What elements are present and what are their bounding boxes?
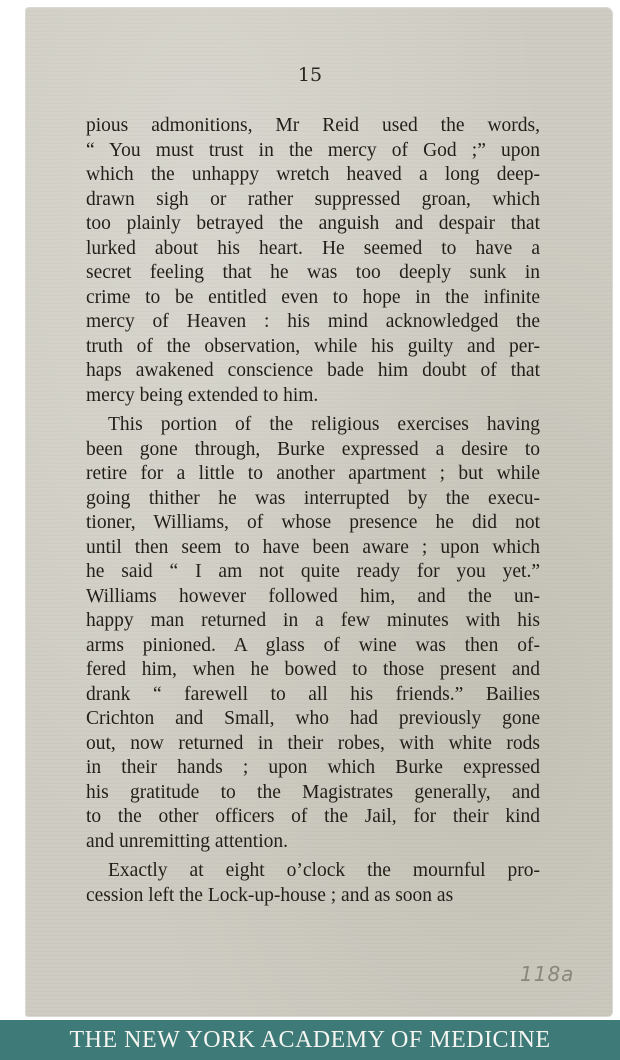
text-line: in their hands ; upon which Burke expressed [86,757,540,778]
text-line: arms pinioned. A glass of wine was then of- [86,634,540,656]
text-line: haps awakened conscience bade him doubt of that [86,360,540,381]
text-line: too plainly betrayed the anguish and despair that [86,213,540,234]
text-line: retire for a little to another apartment ; but while [86,463,540,484]
text-line: “ You must trust in the mercy of God ;” upon [86,139,540,161]
text-line: Crichton and Small, who had previously gone [86,708,540,729]
text-line: Exactly at eight o’clock the mournful pro- [108,860,540,881]
page-number: 15 [297,64,323,86]
text-line: drawn sigh or rather suppressed groan, which [86,188,540,210]
text-line: he said “ I am not quite ready for you yet.” [86,561,540,582]
text-line: which the unhappy wretch heaved a long deep- [86,164,540,185]
paragraphs [86,114,540,908]
text-line: This portion of the religious exercises having [108,414,540,435]
text-line: until then seem to have been aware ; upon which [86,536,540,558]
paragraph [86,114,540,408]
text-line: lurked about his heart. He seemed to have a [86,237,540,259]
handwritten-note: 118a [520,962,575,986]
text-line: his gratitude to the Magistrates generally, and [86,781,540,803]
text-line: pious admonitions, Mr Reid used the words, [86,115,540,136]
text-line: secret feeling that he was too deeply sunk in [86,262,540,283]
text-line: happy man returned in a few minutes with his [86,610,540,631]
text-line: going thither he was interrupted by the execu- [86,487,540,509]
text-line: cession left the Lock-up-house ; and as soon as [86,884,454,906]
text-line: crime to be entitled even to hope in the infinite [86,286,540,308]
text-line: Williams however followed him, and the un- [86,585,540,607]
paragraph [86,413,540,854]
text-line: out, now returned in their robes, with white rods [86,732,540,754]
footer-bar [0,1020,620,1060]
text-line: tioner, Williams, of whose presence he did not [86,512,540,533]
text-line: truth of the observation, while his guilty and per- [86,335,540,357]
footer-label: THE NEW YORK ACADEMY OF MEDICINE [69,1026,551,1053]
text-line: been gone through, Burke expressed a desire to [86,438,540,460]
text-line: and unremitting attention. [86,830,288,852]
paragraph [86,859,540,908]
text-line: to the other officers of the Jail, for their kind [86,806,540,827]
text-line: drank “ farewell to all his friends.” Bailies [86,683,540,705]
text-line: mercy being extended to him. [86,384,319,406]
text-line: mercy of Heaven : his mind acknowledged the [86,311,540,332]
text-line: fered him, when he bowed to those present and [86,659,540,680]
body-text [86,114,540,908]
